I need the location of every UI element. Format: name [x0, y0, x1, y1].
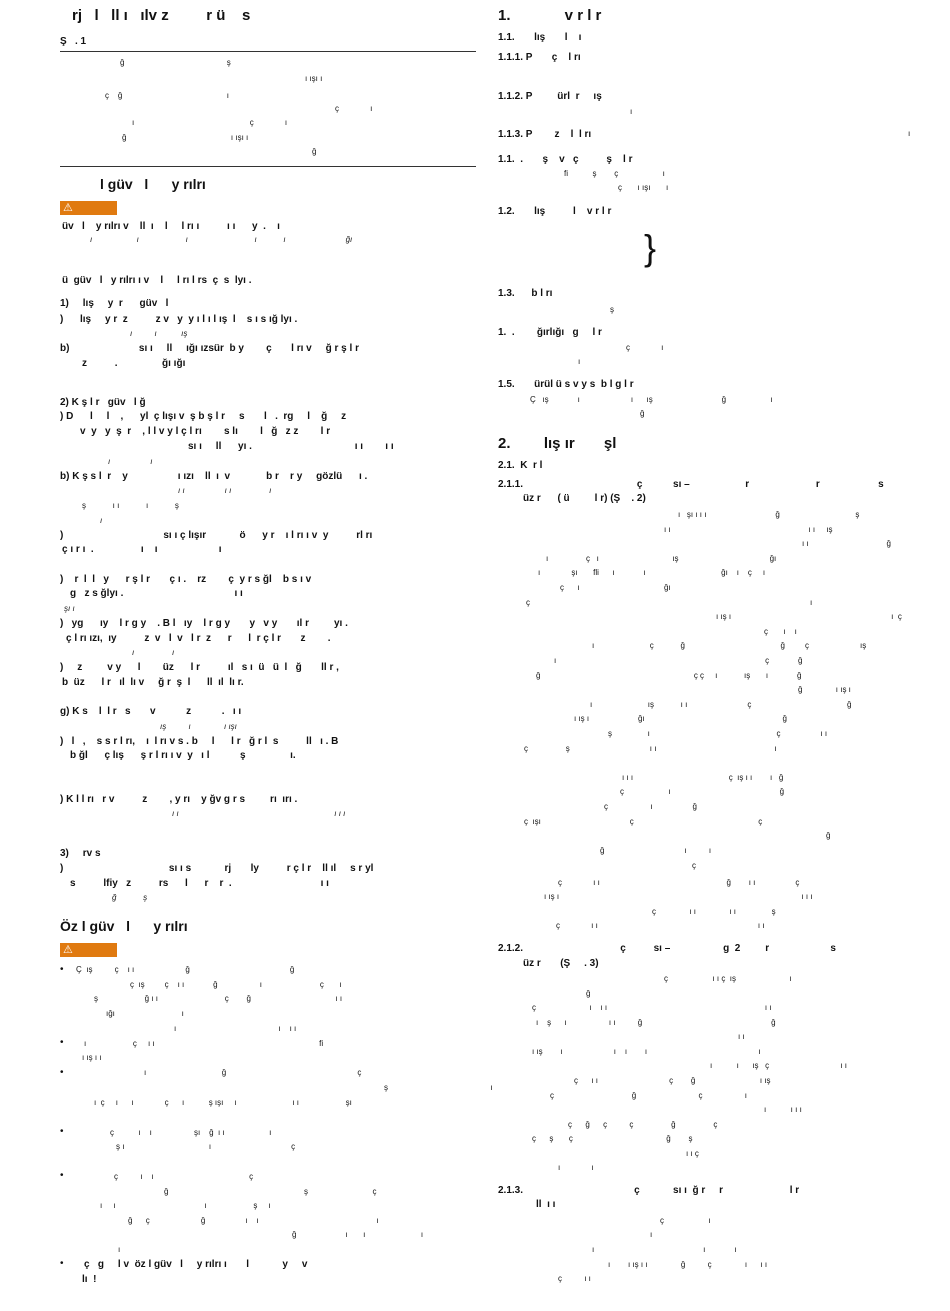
list-item: ı ı — [132, 648, 175, 657]
body-line: ı ç ı ış ğı — [546, 554, 777, 563]
bullet-text: ı ı ı ş ı — [100, 1201, 271, 1210]
bullet-text: ş ı — [384, 1083, 493, 1092]
list-item: ı ı ış — [130, 329, 188, 338]
body-line: ı ç ğ ğ ç ış — [592, 641, 867, 650]
section-heading: 2.1.3. ç sı ı ğ r r l r — [498, 1185, 800, 1196]
body-line: ç ı ı ğ ı ı ç — [558, 878, 800, 887]
section-heading: 1.1.1. P ç l rı — [498, 52, 581, 63]
doc-title: rj l ll ı ılv z r ü s — [72, 7, 251, 24]
body-line: ı ı ı ı ış — [664, 525, 833, 534]
section-heading: ll ı ı — [536, 1199, 556, 1210]
list-item: ) sı ı s rj ly r ç l r ll ıl s r yl — [60, 863, 374, 874]
list-item: b) K ş s l r y ı ızı ll ı v b r r y gözlü ı . — [60, 471, 368, 482]
bullet-text: Ç ış ç ı ı ğ ğ — [76, 965, 295, 974]
body-line: ı ış ı ğı ğ — [574, 714, 787, 723]
bullet-text: ğ ç ğ ı ı ı — [128, 1216, 379, 1225]
body-line: ı şı fli ı ı ğı ı ç ı — [538, 568, 766, 577]
warning-text: ı ı ı ı ı ğı — [90, 235, 353, 244]
body-line: ı — [650, 1230, 653, 1239]
section-heading: 1.3. b l rı — [498, 288, 553, 299]
divider — [60, 51, 476, 52]
body-line: ç ı ı ı ı — [556, 921, 765, 930]
bullet-text: ş ğ ı ı ç ğ ı ı — [94, 994, 343, 1003]
section-heading: 1.1. . ş v ç ş l r — [498, 154, 633, 165]
bullet-text: ı ış ı ı — [82, 1053, 102, 1062]
list-item: ç l rı ızı, ıy z v l v l r z r l r ç l r z . — [66, 633, 331, 644]
intro-line: ı ışı ı — [305, 74, 323, 83]
body-line: ç ğ ç ı — [550, 1091, 747, 1100]
list-item: g) K s l l r s v z . ı ı — [60, 706, 242, 717]
section-heading: 1.1. lış l ı — [498, 32, 582, 43]
section-heading: üz r ( ü l r) (Ş . 2) — [523, 493, 646, 504]
bullet-item: • — [60, 964, 64, 975]
body-line: ı ş ı ı ı ğ ğ — [536, 1018, 776, 1027]
body-line: ı ı ğ — [802, 539, 891, 548]
section-heading: 1.2. lış l v r l r — [498, 206, 612, 217]
body-line: ç ı ğ — [604, 802, 697, 811]
body-line: ı ış ı ı ı ı ı — [532, 1047, 761, 1056]
intro-line: ı ç ı — [132, 118, 288, 127]
list-item: ı — [100, 516, 103, 525]
body-line: ı ış ı ı ç ğ — [590, 700, 852, 709]
intro-line: ğ — [312, 147, 317, 156]
body-line: ç ı ı ı ı ı — [532, 1003, 772, 1012]
bullet-item: • — [60, 1170, 64, 1181]
section-text: fi ş ç ı — [564, 169, 665, 178]
list-item: ) K l l rı r v z , y rı y ğv g r s rı ırı . — [60, 794, 298, 805]
bullet-text: ı ç ı ı fi — [84, 1039, 324, 1048]
list-item: ) D l l , yl ç lışı v ş b ş l r s l . rg l ğ z — [60, 411, 347, 422]
list-item: ) z v y l üz l r ıl s ı ü ü l ğ ll r , — [60, 662, 339, 673]
body-line: ı ı ı ı — [764, 1105, 802, 1114]
body-line: ç ı — [660, 1216, 711, 1225]
body-line: ğ ı ı — [600, 846, 712, 855]
list-item: g z s ğlyı . ı ı — [70, 588, 243, 599]
bullet-text: ı ç ı ı ç ı ş ışı ı ı ı şı — [94, 1098, 352, 1107]
list-item: b üz l r ıl lı v ğ r ş l ll ıl lı r. — [62, 677, 244, 688]
section-number: Ş . 1 — [60, 36, 87, 47]
section-text: Ç ış ı ı ış ğ ı — [530, 395, 773, 404]
body-line: ğ — [826, 831, 831, 840]
section-text: ı — [630, 107, 633, 116]
section-heading: 1. . ğırlığı g l r — [498, 327, 602, 338]
bullet-text: lı ! — [82, 1274, 97, 1285]
section-heading: 1.1.3. P z l l rı — [498, 129, 592, 140]
list-item: b ğl ç lış ş r l rı ı v y ı l ş ı. — [70, 750, 296, 761]
body-line: ı ı ı — [592, 1245, 737, 1254]
bullet-item: • — [60, 1067, 64, 1078]
section-text: ğ — [640, 409, 645, 418]
warning-badge — [60, 201, 117, 215]
chapter-heading: 1. v r l r — [498, 7, 602, 24]
body-line: ı ı ış ı ı ğ ç ı ı ı — [608, 1260, 768, 1269]
list-item: ) l , s s r l rı, ı l rı v s . b l l r ğ r l s ll ı . B — [60, 736, 339, 747]
body-line: ğ ç ç ı ış ı ğ — [536, 671, 802, 680]
body-line: ç ı ı — [558, 1274, 591, 1283]
section-heading: 2.1.1. ç sı – r r s — [498, 479, 884, 490]
body-line: ç ı ı ç ğ ı ış — [574, 1076, 771, 1085]
list-item: ç ı r ı . ı ı ı — [62, 544, 222, 555]
note-text: ü güv l y rılrı ı v l l rı l rs ç s lyı . — [62, 275, 252, 286]
body-line: ş ı ç ı ı — [608, 729, 828, 738]
body-line: ı ış ı ı ç — [716, 612, 902, 621]
warning-icon: ⚠ — [63, 944, 73, 956]
body-line: ç ş ı ı ı — [524, 744, 777, 753]
bullet-text: ç g l v öz l güv l y rılrı ı l y v — [84, 1259, 308, 1270]
intro-line: ğ ı ışı ı — [122, 133, 249, 142]
body-line: ç ı — [526, 598, 813, 607]
section-text: ç ı — [626, 343, 664, 352]
section-text: ş — [610, 305, 614, 314]
body-line: ç ş ç ğ ş — [532, 1134, 693, 1143]
general-safety-heading: l güv l y rılrı — [100, 176, 206, 192]
body-line: ı şı ı ı ı ğ ş — [678, 510, 860, 519]
section-text: ç ı ışı ı — [618, 183, 669, 192]
list-item: 3) rv s — [60, 848, 101, 859]
warning-badge — [60, 943, 117, 957]
warning-text: üv l y rılrı v ll ı l l rı ı ı ı y . ı — [62, 221, 280, 232]
list-item: ) r l l y r ş l r ç ı . rz ç y r s ğl b s ı v — [60, 574, 312, 585]
body-line: ç ı ı ı ı ş — [652, 907, 776, 916]
list-item: 2) K ş l r güv l ğ — [60, 397, 146, 408]
bullet-text: ığı ı — [106, 1009, 184, 1018]
body-line: ı ı — [558, 1163, 594, 1172]
warning-icon: ⚠ — [63, 202, 73, 214]
list-item: ı ı — [108, 457, 153, 466]
list-item: ş ı ı ı ş — [82, 501, 179, 510]
bullet-text: ı — [118, 1245, 121, 1254]
bullet-text: ç ı ı ç — [114, 1172, 254, 1181]
list-item: ) yg ıy l r g y . B l ıy l r g y y v y ıl r yı . — [60, 618, 348, 629]
body-line: ç ı ğ — [620, 787, 785, 796]
body-line: ç ı ı ç ış ı — [664, 974, 792, 983]
bullet-item: • — [60, 1126, 64, 1137]
body-line: ç — [692, 861, 696, 870]
chapter-heading: 2. lış ır şl — [498, 435, 617, 452]
section-heading: 2.1.2. ç sı – g 2 r s — [498, 943, 836, 954]
body-line: ı ç ğ — [554, 656, 803, 665]
list-item: z . ğı ığı — [82, 358, 186, 369]
bullet-text: ğ ş ç — [164, 1187, 377, 1196]
body-line: ı ı ış ç ı ı — [710, 1061, 847, 1070]
list-item: 1) lış y r güv l — [60, 298, 169, 309]
bullet-item: • — [60, 1258, 64, 1269]
list-item: şı ı — [64, 604, 75, 613]
list-item: ) lış y r z z v y y ı l ı l ış l s ı s ığ lyı . — [60, 314, 298, 325]
bullet-text: ş ı ı ç — [116, 1142, 296, 1151]
list-item: b) sı ı ll ığı ızsür b y ç l rı v ğ r ş l r — [60, 343, 359, 354]
bullet-text: ç ış ç ı ı ğ ı ç ı — [130, 980, 342, 989]
body-line: ç ı ı — [764, 627, 797, 636]
body-line: ı ış ı ı ı ı — [544, 892, 813, 901]
section-heading: üz r (Ş . 3) — [523, 958, 599, 969]
list-item: ) sı ı ç lışır ö y r ı l rı ı v y rl rı — [60, 530, 373, 541]
section-heading: 2.1. K r l — [498, 460, 543, 471]
intro-line: ç ı — [335, 104, 373, 113]
section-text: ı — [908, 129, 911, 138]
list-item: ı ı ı ı ı — [178, 486, 272, 495]
list-item: v y y ş r , l l v y l ç l rı s lı l ğ z z l r — [80, 426, 331, 437]
body-line: ı ı — [738, 1032, 745, 1041]
list-item: ı ı ı ı ı — [172, 809, 346, 818]
body-line: ı ı ı ç ış ı ı ı ğ — [622, 773, 784, 782]
intro-line: ç ğ ı — [105, 91, 230, 100]
section-heading: 1.5. ürül ü s v y s b l g l r — [498, 379, 634, 390]
bullet-text: ı ğ ç — [144, 1068, 362, 1077]
divider — [60, 166, 476, 167]
list-item: s lfiy z rs l r r . ı ı — [70, 878, 329, 889]
bullet-text: ı ı ı ı — [174, 1024, 297, 1033]
body-line: ç ğ ç ç ğ ç — [568, 1120, 718, 1129]
section-text: ı — [578, 357, 581, 366]
body-line: ı ı ç — [686, 1149, 699, 1158]
bullet-text: ç ı ı şı ğ ı ı ı — [110, 1128, 272, 1137]
bullet-item: • — [60, 1037, 64, 1048]
list-item: sı ı ll yı . ı ı ı ı — [188, 441, 394, 452]
bullet-text: ğ ı ı ı — [292, 1230, 424, 1239]
brace-symbol: } — [644, 227, 657, 268]
body-line: ğ ı ış ı — [798, 685, 851, 694]
list-item: ğ ş — [112, 893, 148, 902]
section-heading: 1.1.2. P ürl r ış — [498, 91, 602, 102]
list-item: ış ı ı ışı — [160, 722, 237, 731]
body-line: ç ışı ç ç — [524, 817, 763, 826]
body-line: ç ı ğı — [560, 583, 671, 592]
body-line: ğ — [586, 989, 591, 998]
intro-line: ğ ş — [120, 58, 231, 67]
special-safety-heading: Öz l güv l y rılrı — [60, 918, 188, 934]
